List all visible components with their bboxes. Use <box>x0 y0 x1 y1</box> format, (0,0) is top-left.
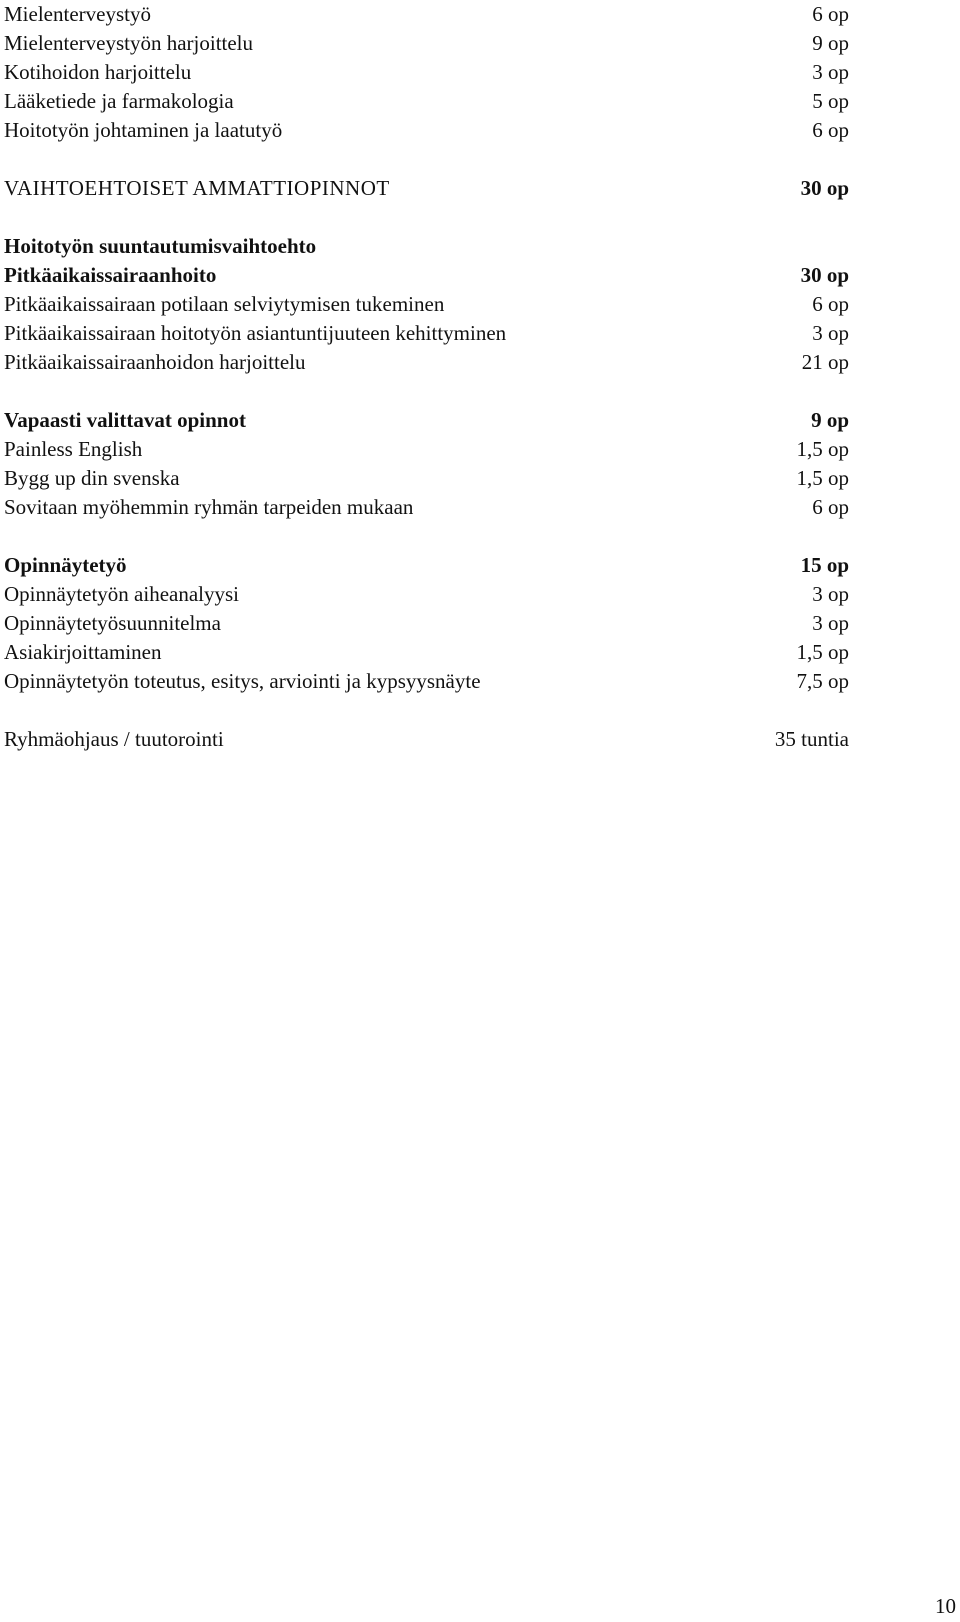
section-spacer <box>4 522 849 551</box>
course-row <box>4 435 849 464</box>
subsection-heading-row <box>4 261 849 290</box>
section-total-credits: 15 op <box>800 553 849 577</box>
section-heading: Vapaasti valittavat opinnot <box>4 408 246 432</box>
course-row <box>4 493 849 522</box>
course-name: Mielenterveystyön harjoittelu <box>4 31 254 55</box>
course-name: Hoitotyön johtaminen ja laatutyö <box>4 118 283 142</box>
course-row <box>4 667 849 696</box>
section-spacer <box>4 377 849 406</box>
section-heading-row <box>4 232 849 261</box>
course-row <box>4 580 849 609</box>
course-row <box>4 725 849 754</box>
course-hours: 35 tuntia <box>774 727 849 751</box>
section-spacer <box>4 203 849 232</box>
course-name: Kotihoidon harjoittelu <box>4 60 192 84</box>
course-credits: 21 op <box>801 350 849 374</box>
course-credits: 1,5 op <box>796 640 849 664</box>
section-total-credits: 30 op <box>800 176 849 200</box>
section-spacer <box>4 696 849 725</box>
course-row <box>4 116 849 145</box>
course-credits: 1,5 op <box>796 437 849 461</box>
course-name: Pitkäaikaissairaanhoidon harjoittelu <box>4 350 306 374</box>
section-heading-row <box>4 406 849 435</box>
course-row <box>4 58 849 87</box>
course-credits: 5 op <box>812 89 849 113</box>
section-heading: Hoitotyön suuntautumisvaihtoehto <box>4 234 317 258</box>
course-row <box>4 348 849 377</box>
course-credits: 1,5 op <box>796 466 849 490</box>
course-name: Opinnäytetyösuunnitelma <box>4 611 221 635</box>
course-row <box>4 609 849 638</box>
course-name: Asiakirjoittaminen <box>4 640 162 664</box>
course-credits: 6 op <box>812 2 849 26</box>
course-credits: 3 op <box>812 321 849 345</box>
subsection-heading: Pitkäaikaissairaanhoito <box>4 263 217 287</box>
course-credits: 9 op <box>812 31 849 55</box>
course-credits: 6 op <box>812 292 849 316</box>
section-spacer <box>4 145 849 174</box>
course-credits: 7,5 op <box>796 669 849 693</box>
section-heading: Opinnäytetyö <box>4 553 127 577</box>
course-name: Pitkäaikaissairaan hoitotyön asiantuntijuuteen kehittyminen <box>4 321 507 345</box>
course-credits: 3 op <box>812 60 849 84</box>
subsection-total-credits: 30 op <box>800 263 849 287</box>
course-credits: 6 op <box>812 495 849 519</box>
course-credits: 3 op <box>812 611 849 635</box>
course-credits: 3 op <box>812 582 849 606</box>
course-row <box>4 0 849 29</box>
course-name: Sovitaan myöhemmin ryhmän tarpeiden mukaan <box>4 495 414 519</box>
page-number: 10 <box>935 1594 956 1618</box>
course-row <box>4 290 849 319</box>
course-row <box>4 464 849 493</box>
course-row <box>4 29 849 58</box>
course-name: Mielenterveystyö <box>4 2 151 26</box>
course-name: Painless English <box>4 437 143 461</box>
course-credit-list <box>4 0 849 754</box>
course-name: Bygg up din svenska <box>4 466 180 490</box>
section-total-credits: 9 op <box>811 408 849 432</box>
section-heading-row <box>4 174 849 203</box>
course-name: Pitkäaikaissairaan potilaan selviytymisen tukeminen <box>4 292 445 316</box>
section-heading-row <box>4 551 849 580</box>
section-heading: VAIHTOEHTOISET AMMATTIOPINNOT <box>4 176 390 200</box>
course-name: Opinnäytetyön aiheanalyysi <box>4 582 240 606</box>
course-row <box>4 87 849 116</box>
course-credits: 6 op <box>812 118 849 142</box>
course-name: Lääketiede ja farmakologia <box>4 89 234 113</box>
course-name: Ryhmäohjaus / tuutorointi <box>4 727 224 751</box>
course-name: Opinnäytetyön toteutus, esitys, arviointi ja kypsyysnäyte <box>4 669 481 693</box>
course-row <box>4 638 849 667</box>
course-row <box>4 319 849 348</box>
